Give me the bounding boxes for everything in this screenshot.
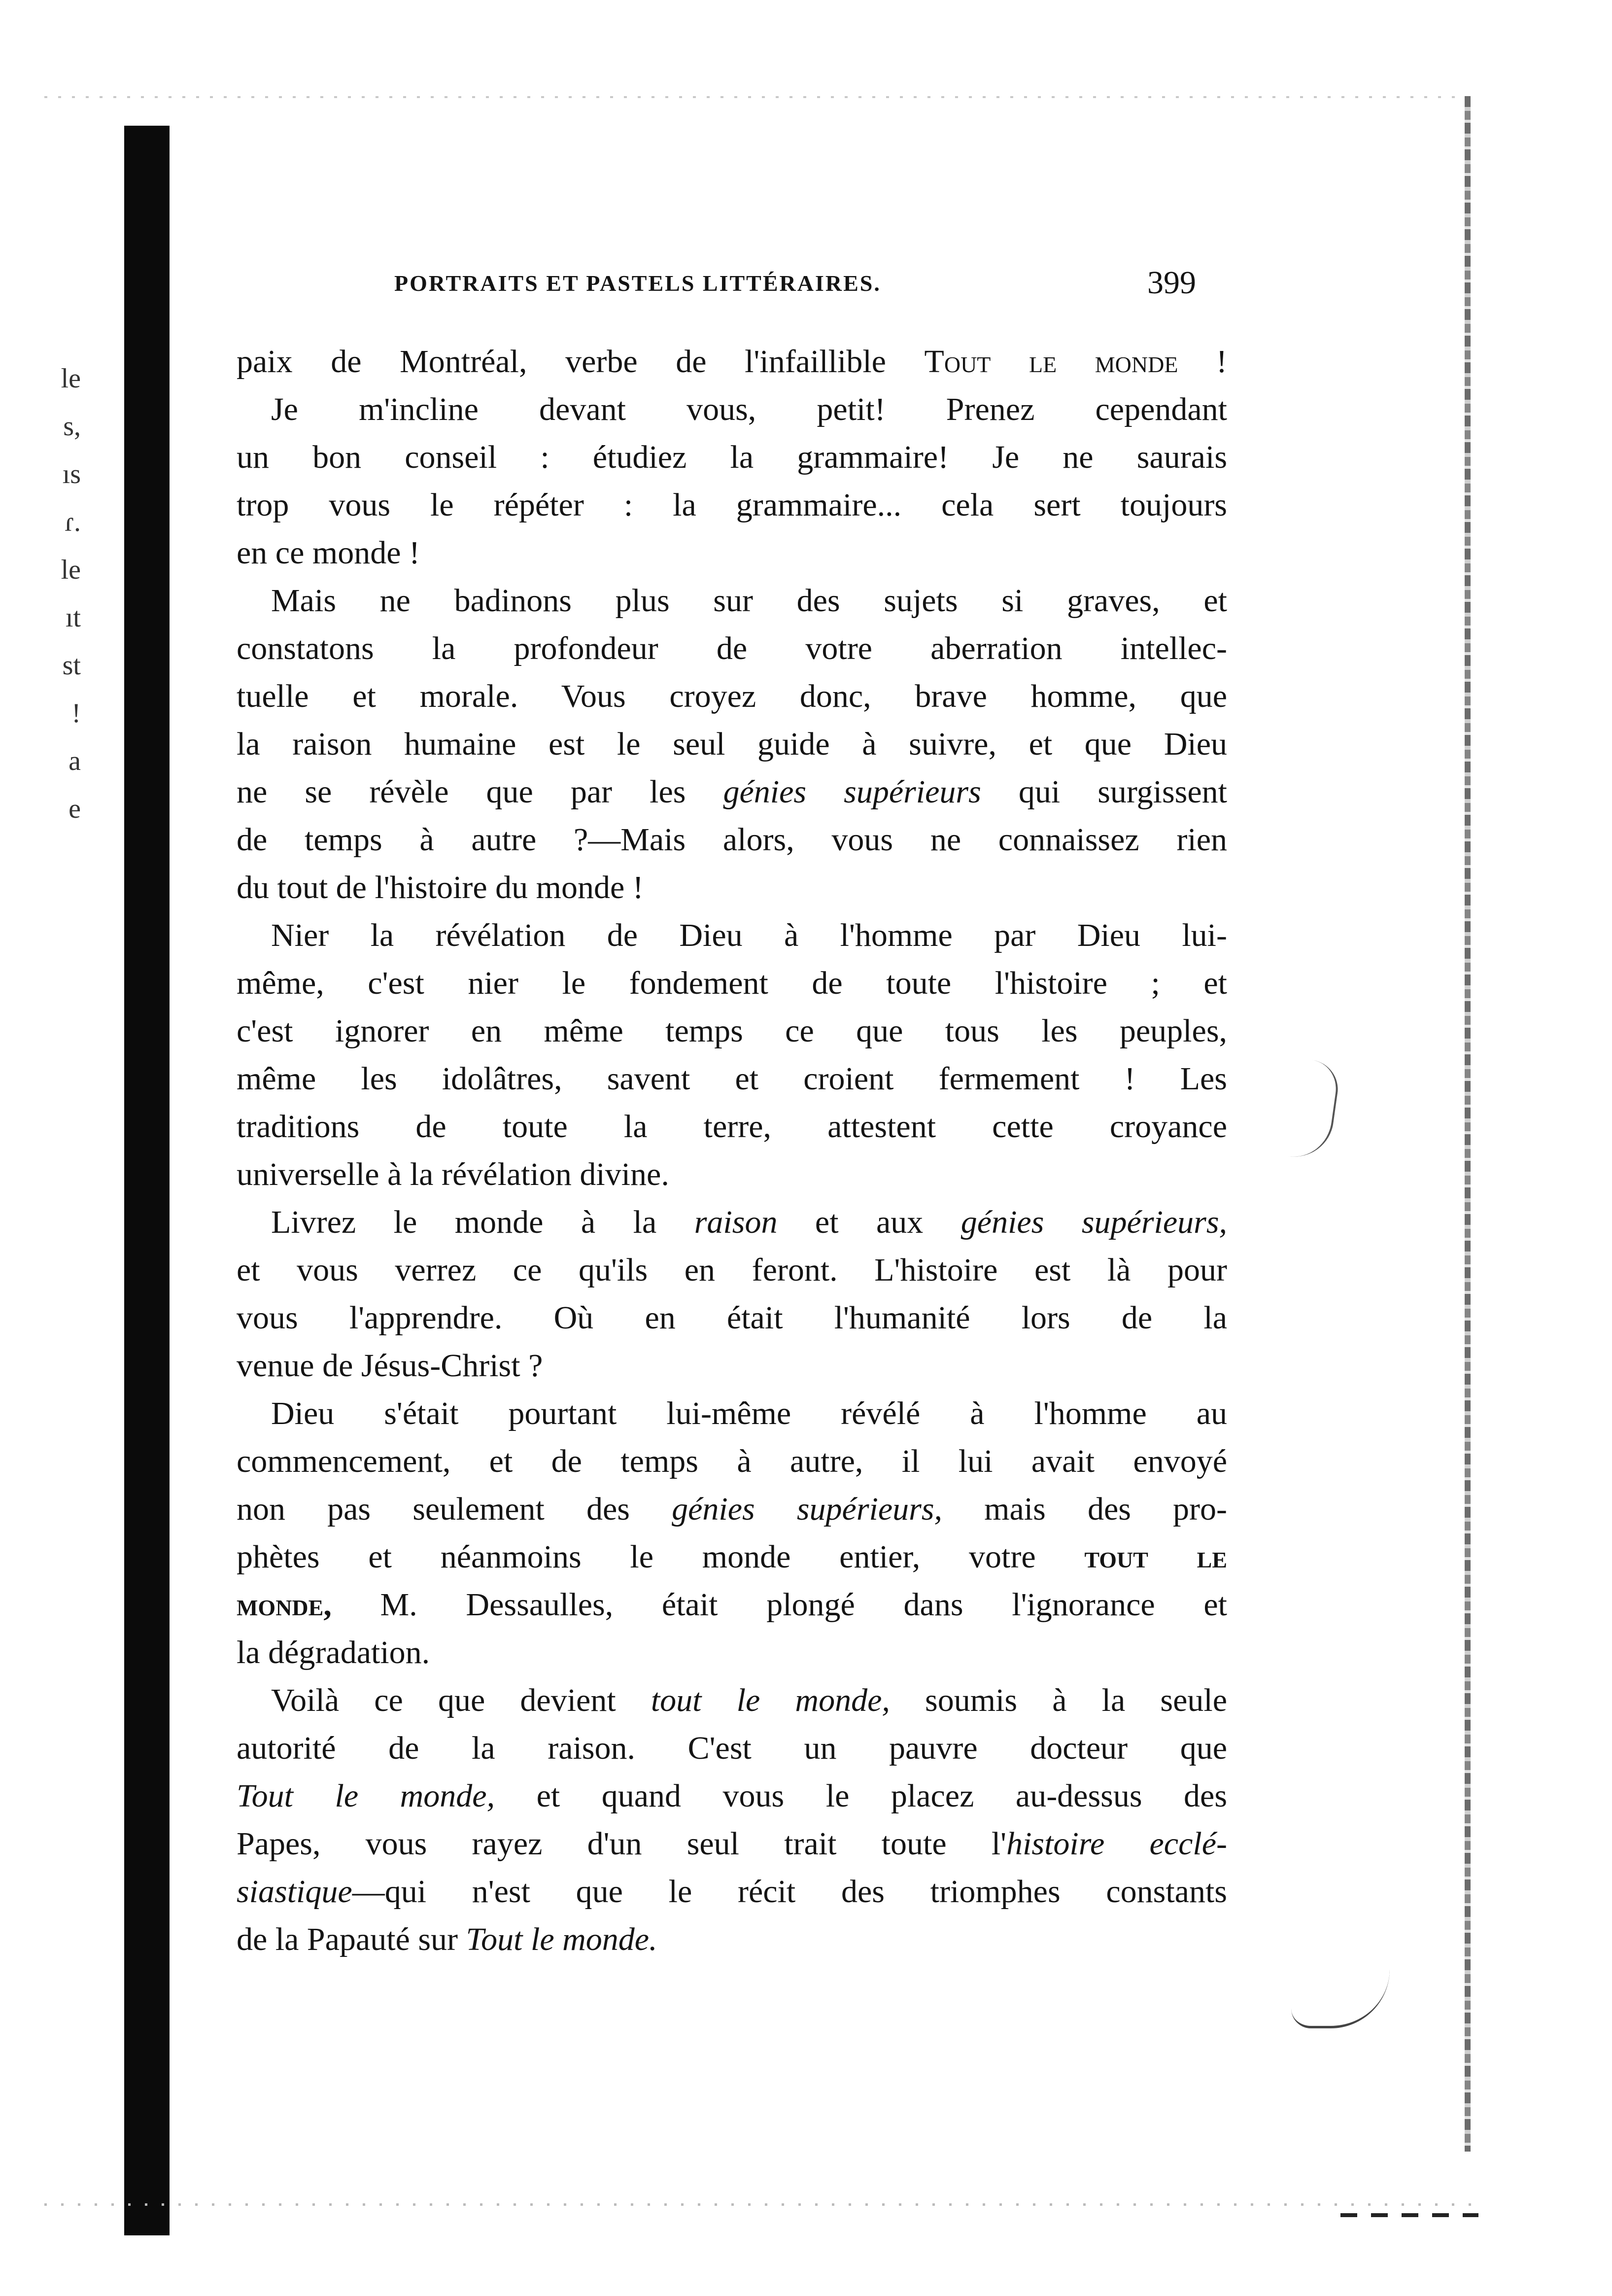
pencil-mark bbox=[1291, 1967, 1390, 2028]
small-caps-phrase: Tout le monde bbox=[924, 344, 1178, 380]
margin-fragment: a bbox=[69, 746, 81, 776]
margin-fragment: e bbox=[69, 794, 81, 824]
text-run: M. Dessaulles, était plongé dans l'ignorance et bbox=[380, 1587, 1228, 1623]
text-run: paix de Montréal, verbe de l'infaillible bbox=[237, 344, 886, 380]
text-line: du tout de l'histoire du monde ! bbox=[237, 870, 644, 905]
italic-phrase: Tout le monde, bbox=[237, 1778, 495, 1814]
margin-fragment: ɾ. bbox=[65, 507, 81, 537]
text-line: Dieu s'était pourtant lui-même révélé à l'homme au bbox=[271, 1395, 1227, 1431]
italic-phrase: génies supérieurs, bbox=[672, 1491, 943, 1527]
text-line: et vous verrez ce qu'ils en feront. L'histoire est là pour bbox=[237, 1252, 1227, 1288]
binding-shadow bbox=[124, 126, 170, 2235]
text-run: de la Papauté sur bbox=[237, 1921, 458, 1957]
margin-fragment: le bbox=[61, 363, 81, 394]
italic-phrase: génies supérieurs bbox=[723, 774, 981, 810]
top-page-edge bbox=[44, 96, 1464, 98]
text-run: non pas seulement des bbox=[237, 1491, 630, 1527]
text-line bbox=[237, 1676, 1227, 1724]
bottom-edge-marks bbox=[1340, 2213, 1478, 2217]
margin-fragment: st bbox=[62, 650, 81, 681]
italic-phrase: tout le monde, bbox=[651, 1682, 890, 1718]
italic-phrase: Tout le monde. bbox=[466, 1921, 657, 1957]
text-run: ne se révèle que par les bbox=[237, 774, 686, 810]
facing-page-fragments bbox=[7, 355, 81, 833]
text-line: universelle à la révélation divine. bbox=[237, 1156, 669, 1192]
bottom-page-edge bbox=[44, 2203, 1474, 2206]
text-line: Je m'incline devant vous, petit! Prenez cependant bbox=[271, 391, 1227, 427]
margin-fragment: le bbox=[61, 555, 81, 585]
text-line: la raison humaine est le seul guide à suivre, et que Dieu bbox=[237, 726, 1227, 762]
text-line bbox=[237, 1198, 1227, 1246]
margin-fragment: ! bbox=[71, 698, 81, 729]
text-line: vous l'apprendre. Où en était l'humanité lors de la bbox=[237, 1300, 1227, 1336]
text-line: trop vous le répéter : la grammaire... cela sert toujours bbox=[237, 487, 1227, 523]
text-run: ! bbox=[1216, 344, 1228, 380]
text-line: la dégradation. bbox=[237, 1635, 430, 1670]
italic-phrase: siastique bbox=[237, 1874, 352, 1910]
text-line: Nier la révélation de Dieu à l'homme par Dieu lui- bbox=[271, 917, 1227, 953]
text-line bbox=[237, 1485, 1227, 1533]
margin-fragment: ıt bbox=[65, 602, 81, 633]
small-caps-phrase: monde, bbox=[237, 1587, 332, 1623]
text-line: tuelle et morale. Vous croyez donc, brave homme, que bbox=[237, 678, 1227, 714]
text-line bbox=[237, 768, 1227, 816]
text-run: phètes et néanmoins le monde entier, votre bbox=[237, 1539, 1036, 1575]
italic-phrase: génies supérieurs, bbox=[960, 1204, 1228, 1240]
page-number: 399 bbox=[1147, 265, 1196, 301]
text-line: commencement, et de temps à autre, il lui avait envoyé bbox=[237, 1443, 1227, 1479]
small-caps-phrase: tout le bbox=[1084, 1539, 1227, 1575]
text-run: Livrez le monde à la bbox=[271, 1204, 657, 1240]
text-run: —qui n'est que le récit des triomphes constants bbox=[352, 1874, 1227, 1910]
italic-phrase: raison bbox=[694, 1204, 778, 1240]
text-line: venue de Jésus-Christ ? bbox=[237, 1348, 543, 1384]
text-run: Voilà ce que devient bbox=[271, 1682, 616, 1718]
text-line bbox=[237, 1772, 1227, 1820]
margin-fragment: ıs bbox=[62, 459, 81, 489]
body-text bbox=[237, 338, 1227, 1963]
text-run: Papes, vous rayez d'un seul trait toute l' bbox=[237, 1826, 1007, 1862]
text-line: traditions de toute la terre, attestent cette croyance bbox=[237, 1109, 1227, 1145]
text-line: même, c'est nier le fondement de toute l'histoire ; et bbox=[237, 965, 1227, 1001]
text-line: de temps à autre ?—Mais alors, vous ne connaissez rien bbox=[237, 822, 1227, 858]
text-line: un bon conseil : étudiez la grammaire! Je ne saurais bbox=[237, 439, 1227, 475]
text-line bbox=[237, 1868, 1227, 1915]
text-line: même les idolâtres, savent et croient fermement ! Les bbox=[237, 1061, 1227, 1097]
text-run: qui surgissent bbox=[1018, 774, 1227, 810]
text-run: soumis à la seule bbox=[925, 1682, 1228, 1718]
running-header: PORTRAITS ET PASTELS LITTÉRAIRES. bbox=[394, 271, 881, 296]
text-line: c'est ignorer en même temps ce que tous les peuples, bbox=[237, 1013, 1227, 1049]
margin-fragment: s, bbox=[63, 411, 81, 442]
pencil-mark bbox=[1272, 1056, 1342, 1162]
text-line: autorité de la raison. C'est un pauvre docteur que bbox=[237, 1730, 1227, 1766]
text-line bbox=[237, 1581, 1227, 1629]
text-line bbox=[237, 1820, 1227, 1868]
text-line: constatons la profondeur de votre aberration intellec- bbox=[237, 630, 1227, 666]
text-run: mais des pro- bbox=[984, 1491, 1228, 1527]
text-run: et quand vous le placez au-dessus des bbox=[536, 1778, 1228, 1814]
text-line: Mais ne badinons plus sur des sujets si graves, et bbox=[271, 583, 1227, 619]
right-page-edge bbox=[1465, 96, 1471, 2152]
text-line bbox=[237, 1915, 1227, 1963]
text-line: en ce monde ! bbox=[237, 535, 420, 571]
text-run: et aux bbox=[815, 1204, 924, 1240]
italic-phrase: histoire ecclé- bbox=[1006, 1826, 1227, 1862]
text-line bbox=[237, 1533, 1227, 1581]
text-line bbox=[237, 338, 1227, 385]
